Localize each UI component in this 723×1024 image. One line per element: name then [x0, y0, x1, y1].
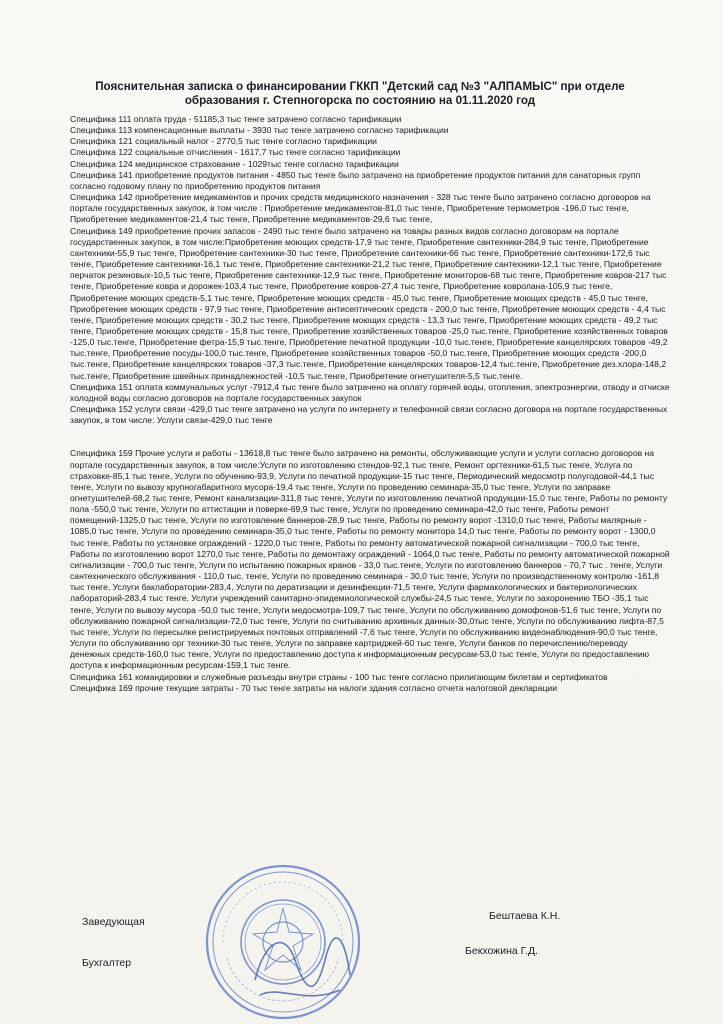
title-line-2: образования г. Степногорска по состоянию на 01.11.2020 год [184, 94, 536, 107]
spec-169: Специфика 169 прочие текущие затраты - 70 тыс тенге затраты на налоги здания согласно отчета налоговой декларации [70, 682, 558, 693]
head-name: Бештаева К.Н. [489, 910, 561, 922]
accountant-label: Бухгалтер [82, 957, 132, 969]
spec-124: Специфика 124 медицинское страхование - 1029тыс тенге согласно тарификации [70, 158, 399, 169]
document-body [70, 114, 670, 694]
spec-159: Специфика 159 Прочие услуги и работы - 13618,8 тыс тенге было затрачено на ремонты, обслуживающие услуги и услуги согласно договоров на портале государственных закупок, в том числе:Услуги по изготовлению стендов-92,1 тыс тенге, Ремонт оргтехники-61,5 тыс тенге, Услуга по страховке-85,1 тыс тенге, Услуги по обучению-93,9, Услуги по печатной продукции-15 тыс тенге, Периодический медосмотр полугодовой-44,1 тыс тенге, Услуги по вывозу крупногабаритного мусора-19,4 тыс тенге, Услуги по проведению семинара-35,0 тыс тенге, Услуги по заправке огнетушителей-68,2 тыс тенге, Ремонт канализации-311,8 тыс тенге, Услуги по изготовлению печатной продукции-15,0 тыс тенге, Работы по ремонту пола -550,0 тыс тенге, Услуги по аттистации и поверке-69,9 тыс тенге, Услуги по проведению семинара-42,0 тыс тенге, Работы ремонт помещений-1325,0 тыс тенге, Услуги по изготовление баннеров-28,9 тыс тенге, Работы по ремонту ворот -1310,0 тыс тенге, Работы малярные - 1085,0 тыс тенге, Услуги по проведению семинара-35,0 тыс тенге, Работы по ремонту монитора 14,0 тыс тенге, Работы по ремонту ворот - 1300,0 тыс тенге, Работы по установке ограждений - 1220,0 тыс тенге, Работы по ремонту автоматической пожарной сигнализации - 700,0 тыс тенге, Работы по изготовлению ворот 1270,0 тыс тенге, Работы по демонтажу ограждений - 1064,0 тыс тенге, Работы по ремонту автоматической пожарной сигнализации - 700,0 тыс тенге, Услуги по испытанию пожарных кранов - 33,0 тыс.тенге, Услуги по изготовлению баннеров - 70,7 тыс . тенге, Услуги сантехнического обслуживания - 110,0 тыс. тенге, Услуги по проведению семинара - 30,0 тыс тенге, Услуги по производственному контролю -161,8 тыс тенге, Услуги баклаборатории-283,4, Услуги по дератизации и дезинфекции-71,5 тенге, Услуги фармакологических и бактериологических лабораторий-283,4 тыс тенге, Услуги учреждений санитарно-эпидемиологической службы-24,5 тыс тенге, Услуги по захоронению ТБО -35,1 тыс тенге, Услуги по вывозу мусора -50,0 тыс тенге, Услуги медосмотра-109,7 тыс тенге, Услуги по обслуживанию домофонов-51,6 тыс тенге, Услуги по обслуживанию пожарной сигнализации-72,0 тыс тенге, Услуги по считыванию архивных данных-30,0тыс тенге, Услуги по обслуживанию лифта-87,5 тыс тенге, Услуги по пересылке регистрируемых почтовых отправлений -7,6 тыс тенге, Услуги по обслуживанию видеонаблюдения-90,0 тыс тенге, Услуги по обслуживанию орг техники-30 тыс тенге, Услуги по заправке картриджей-60 тыс тенге, Услуги банков по перечислению/переводу денежных средств-160,0 тыс тенге, Услуги по предоставлению доступа к информационным ресурсам-53,0 тыс тенге, Услуги по предоставлению доступа к информационным ресурсам-159,1 тыс тенге. [70, 448, 670, 671]
signature-scribble-icon [245, 920, 355, 1010]
spec-141: Специфика 141 приобретение продуктов питания - 4850 тыс тенге было затрачено на приобретение продуктов питания для санаторных групп согласно годовому плану по приобретению продуктов питания [70, 169, 641, 191]
head-label: Заведующая [82, 916, 145, 928]
spec-161: Специфика 161 командировки и служебные разъезды внутри страны - 100 тыс тенге согласно прилигающим билетам и сертификатов [70, 671, 608, 682]
document-title [60, 80, 660, 108]
spec-152: Специфика 152 услуги связи -429,0 тыс тенге затрачено на услуги по интернету и телефонной связи согласно договора на портале государственных закупок, в том числе: Услуги связи-429,0 тыс тенге [70, 404, 668, 426]
title-line-1: Пояснительная записка о финансировании ГККП "Детский сад №3 "АЛПАМЫС" при отделе [95, 80, 625, 93]
spec-149: Специфика 149 приобретение прочих запасов - 2490 тыс тенге было затрачено на товары разных видов согласно договорам на портале государственных закупок, в том числе:Приобретение моющих средств-17,9 тыс тенге, Приобретение сантехники-284,9 тыс тенге, Приобретение сантехники-55,9 тыс тенге, Приобретение сантехники-30 тыс тенге, Приобретение сантехники-66 тыс тенге, Приобретение сантехники-172,6 тыс тенге, Приобретение сантехники-16,1 тыс тенге, Приобретение сантехники-21,2 тыс тенге, Приобретение сантехники-12,1 тыс тенге, Приобретение перчаток резиновых-10,5 тыс тенге, Приобретение сантехники-12,9 тыс тенге, Приобретение мониторов-68 тыс тенге, Приобретение ковров-217 тыс тенге, Приобретение ковра и дорожек-103,4 тыс тенге, Приобретение ковров-27,4 тыс тенге, Приобретение ковролана-105,9 тыс тенге, Приобретение моющих средств-5,1 тыс тенге, Приобретение моющих средств - 45,0 тыс тенге, Приобретение моющих средств - 45,0 тыс тенге, Приобретение моющих средств - 97,9 тыс тенге, Приобретение антисептических средств - 200,0 тыс тенге, Приобретение моющих средств - 4,4 тыс тенге, Приобретение моющих средств - 30,2 тыс тенге, Приобретение моющих средств - 13,3 тыс тенге, Приобретение моющих средств - 49,2 тыс тенге, Приобретение моющих средств - 15,8 тыс тенге, Приобретение хозяйственных товаров -25,0 тыс.тенге, Приобретение хозяйственных товаров -125,0 тыс.тенге, Приобретение фетра-15,9 тыс.тенге, Приобретение печатной продукции -10,0 тыс.тенге, Приобретение канцелярских товаров -49,2 тыс.тенге, Приобретение посуды-100,0 тыс.тенге, Приобретение хозяйственных товаров -50,0 тыс.тенге, Приобретение моющих средств -200,0 тыс.тенге, Приобретение канцелярских товаров -37,3 тыс.тенге, Приобретение канцелярских товаров-12,4 тыс.тенге, Приобретение дез.хлора-148,2 тыс.тенге, Приобретение швейных принадлежностей -10,5 тыс.тенге, Приобретение огнетушителя-5,5 тыс.тенге. [70, 225, 668, 381]
spec-142: Специфика 142 приобретение медикаментов и прочих средств медицинского назначения - 328 тыс тенге было затрачено согласно договоров на портале государственных закупок, в том числе : Приобретение медикаментов-81,0 тыс тенге, Приобретение термометров -196,0 тыс тенге, Приобретение медикаментов-21,4 тыс тенге, Приобретение медикаментов-29,6 тыс тенге, [70, 192, 651, 225]
spec-113: Специфика 113 компенсационные выплаты - 3930 тыс тенге затрачено согласно тарификации [70, 125, 449, 136]
accountant-name: Бекхожина Г.Д. [465, 945, 538, 957]
spec-111: Специфика 111 оплата труда - 51185,3 тыс тенге затрачено согласно тарификации [70, 114, 402, 124]
spec-121: Специфика 121 социальный налог - 2770,5 тыс тенге согласно тарификации [70, 136, 377, 147]
spec-122: Специфика 122 социальные отчисления - 1617,7 тыс тенге согласно тарификации [70, 147, 401, 158]
spec-151: Специфика 151 оплата коммунальных услуг -7912,4 тыс тенге было затрачено на оплату горячей воды, отопления, электроэнергии, отводу и отчиске холодной воды согласно договоров на портале государственных закупок [70, 381, 670, 403]
